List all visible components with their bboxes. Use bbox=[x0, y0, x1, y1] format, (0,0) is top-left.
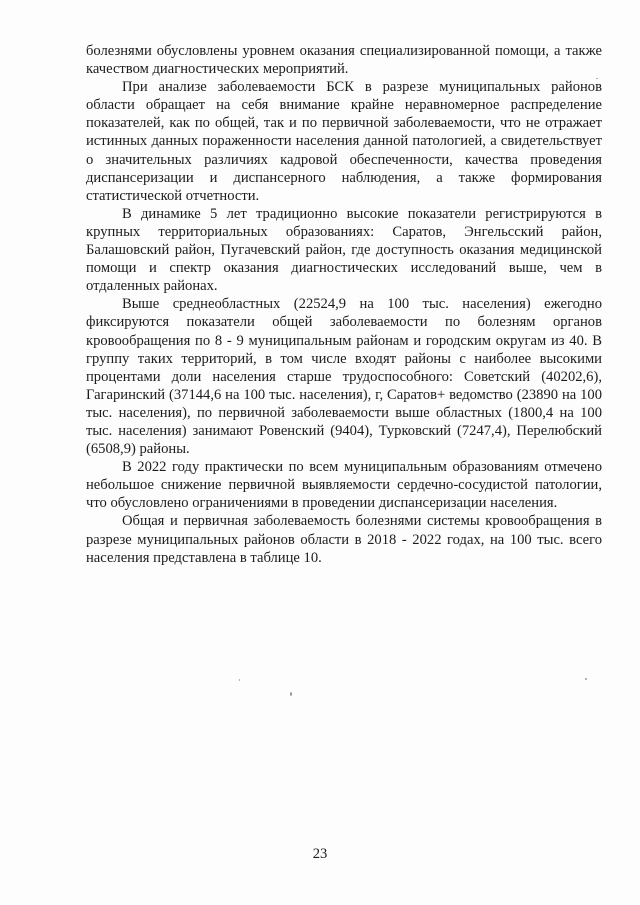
paragraph-table-reference: Общая и первичная заболеваемость болезнями системы кровообращения в разрезе муниципальных районов области в 2018 - 2022 годах, на 100 тыс. всего населения представлена в таблице 10. bbox=[86, 513, 602, 566]
paragraph-2022: В 2022 году практически по всем муниципальным образованиям отмечено небольшое снижение первичной выявляемости сердечно-сосудистой патологии, что обусловлено ограничениями в проведении диспансеризации населения. bbox=[86, 459, 602, 512]
paragraph-analysis: При анализе заболеваемости БСК в разрезе муниципальных районов области обращает на себя внимание крайне неравномерное распределение показателей, как по общей, так и по первичной заболеваемости, что не отражает истинных данных пораженности населения данной патологией, а свидетельствует о значительных различиях кадровой обеспеченности, качества проведения диспансеризации и диспансерного наблюдения, а также формирования статистической отчетности. bbox=[86, 79, 602, 204]
scan-speck bbox=[239, 679, 240, 681]
paragraph-above-average: Выше среднеобластных (22524,9 на 100 тыс. населения) ежегодно фиксируются показатели общей заболеваемости по болезням органов кровообращения по 8 - 9 муниципальным районам и городским округам из 40. В группу таких территорий, в том числе входят районы с наиболее высокими процентами доли населения старше трудоспособного: Советский (40202,6), Гагаринский (37144,6 на 100 тыс. населения), г, Саратов+ ведомство (23890 на 100 тыс. населения), по первичной заболеваемости выше областных (1800,4 на 100 тыс. населения) занимают Ровенский (9404), Турковский (7247,4), Перелюбский (6508,9) районы. bbox=[86, 296, 602, 458]
paragraph-continuation: болезнями обусловлены уровнем оказания специализированной помощи, а также качеством диагностических мероприятий. bbox=[86, 43, 602, 78]
page-number: 23 bbox=[312, 846, 328, 862]
scan-speck bbox=[290, 692, 292, 696]
paragraph-dynamics: В динамике 5 лет традиционно высокие показатели регистрируются в крупных территориальных образованиях: Саратов, Энгельсский район, Балашовский район, Пугачевский район, где доступность оказания медицинской помощи и спектр оказания диагностических исследований выше, чем в отдаленных районах. bbox=[86, 205, 602, 295]
body-text bbox=[86, 42, 602, 567]
scan-speck bbox=[596, 78, 598, 79]
scan-speck bbox=[585, 678, 587, 680]
